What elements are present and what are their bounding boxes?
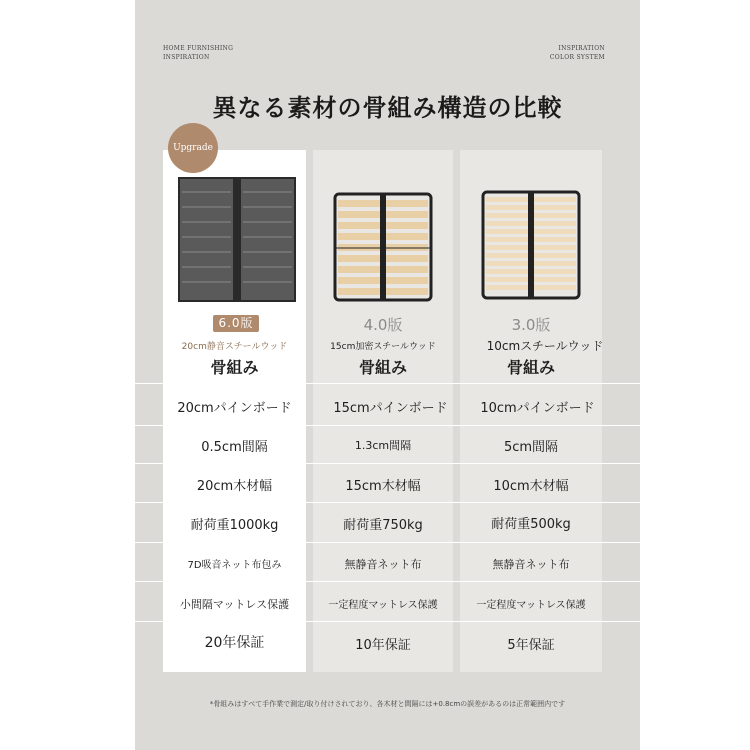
row-load-3-0: 耐荷重500kg xyxy=(491,517,571,532)
header-right-line2: COLOR SYSTEM xyxy=(549,54,605,61)
subtitle-4-0: 15cm加密スチールウッド xyxy=(330,342,436,352)
row-board-4-0: 15cmパインボード xyxy=(333,401,448,416)
row-load-4-0: 耐荷重750kg xyxy=(343,518,423,533)
row-divider xyxy=(135,581,640,582)
steel-frame-6-0-image xyxy=(178,177,296,302)
row-board-3-0: 10cmパインボード xyxy=(480,401,595,416)
version-4-0-label: 4.0版 xyxy=(363,316,403,334)
header-left-line2: INSPIRATION xyxy=(163,54,210,61)
subtitle-6-0: 20cm静音スチールウッド xyxy=(181,342,288,352)
row-warranty-6-0: 20年保証 xyxy=(204,635,265,651)
row-board-6-0: 20cmパインボード xyxy=(177,401,292,416)
steel-frame-4-0-image xyxy=(333,192,433,304)
header-left xyxy=(163,44,233,62)
frame-label-4-0: 骨組み xyxy=(358,358,407,377)
row-protect-4-0: 一定程度マットレス保護 xyxy=(328,600,438,611)
page-title: 異なる素材の骨組み構造の比較 xyxy=(212,94,563,122)
header-right-line1: INSPIRATION xyxy=(558,45,605,52)
row-net-4-0: 無静音ネット布 xyxy=(344,558,422,571)
row-width-6-0: 20cm木材幅 xyxy=(196,479,273,494)
row-width-3-0: 10cm木材幅 xyxy=(493,479,569,494)
row-protect-6-0: 小間隔マットレス保護 xyxy=(179,598,290,611)
row-gap-4-0: 1.3cm間隔 xyxy=(354,439,412,452)
row-warranty-4-0: 10年保証 xyxy=(355,638,411,653)
frame-label-6-0: 骨組み xyxy=(210,358,259,377)
row-divider xyxy=(135,463,640,464)
row-divider xyxy=(135,383,640,384)
row-divider xyxy=(135,542,640,543)
row-protect-3-0: 一定程度マットレス保護 xyxy=(476,600,586,611)
row-gap-6-0: 0.5cm間隔 xyxy=(201,440,268,455)
header-right xyxy=(540,44,605,62)
row-load-6-0: 耐荷重1000kg xyxy=(190,518,279,533)
subtitle-3-0: 10cmスチールウッド xyxy=(486,339,604,353)
row-divider xyxy=(135,621,640,622)
upgrade-badge: Upgrade xyxy=(168,123,218,173)
header-left-line1: HOME FURNISHING xyxy=(163,45,234,52)
row-gap-3-0: 5cm間隔 xyxy=(503,440,559,455)
row-net-6-0: 7D吸音ネット布包み xyxy=(187,560,282,571)
row-net-3-0: 無静音ネット布 xyxy=(492,558,570,571)
version-6-0-label: 6.0版 xyxy=(213,315,259,332)
row-divider xyxy=(135,502,640,503)
row-divider xyxy=(135,425,640,426)
frame-label-3-0: 骨組み xyxy=(506,358,555,377)
row-warranty-3-0: 5年保証 xyxy=(507,638,555,653)
footnote: *骨組みはすべて手作業で測定/取り付けされており、各木材と間隔には+0.8cmの誤差があるのは正常範囲内です xyxy=(209,700,566,708)
row-width-4-0: 15cm木材幅 xyxy=(345,479,421,494)
version-3-0-label: 3.0版 xyxy=(511,316,551,334)
steel-frame-3-0-image xyxy=(481,190,581,302)
